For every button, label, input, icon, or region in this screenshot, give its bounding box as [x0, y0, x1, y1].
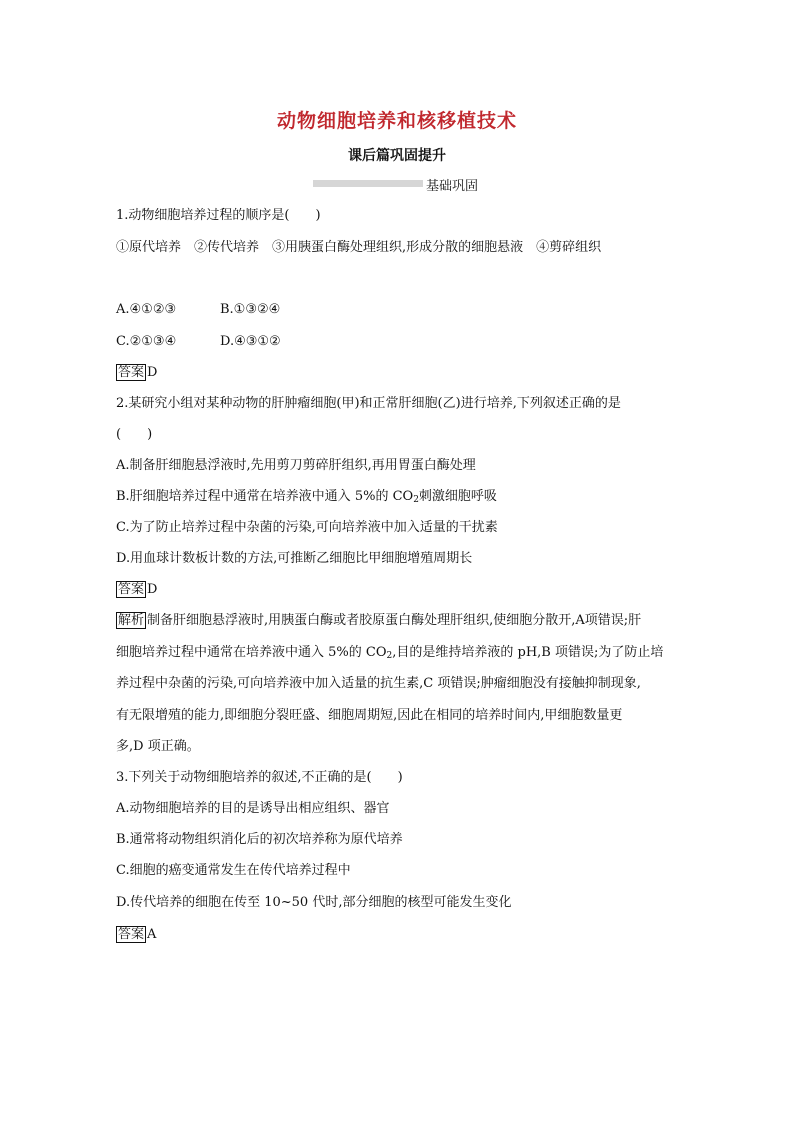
q2-answer-value: D	[147, 582, 158, 597]
analysis-label: 解析	[118, 613, 145, 628]
section-bar	[313, 180, 423, 187]
q3-option-d: D.传代培养的细胞在传至 10~50 代时,部分细胞的核型可能发生变化	[116, 895, 512, 910]
q1-options-row2	[116, 332, 681, 352]
q2-analysis-text1: 制备肝细胞悬浮液时,用胰蛋白酶或者胶原蛋白酶处理肝组织,使细胞分散开,A项错误;肝	[147, 613, 642, 628]
q1-answer	[116, 363, 681, 383]
q3-option-a: A.动物细胞培养的目的是诱导出相应组织、器官	[116, 801, 390, 816]
q3-answer-value: A	[147, 927, 157, 942]
q2-analysis-line5: 多,D 项正确。	[116, 739, 200, 754]
q3-answer	[116, 925, 681, 945]
q2-option-c: C.为了防止培养过程中杂菌的污染,可向培养液中加入适量的干扰素	[116, 520, 498, 535]
answer-label: 答案	[118, 927, 145, 942]
q2-analysis-line2	[116, 643, 681, 666]
q1-option-a: A.④①②③	[116, 302, 177, 317]
answer-label: 答案	[118, 582, 145, 597]
q3-option-c: C.细胞的癌变通常发生在传代培养过程中	[116, 863, 351, 878]
section-label: 基础巩固	[426, 179, 479, 194]
q2-answer	[116, 580, 681, 600]
q2-option-d: D.用血球计数板计数的方法,可推断乙细胞比甲细胞增殖周期长	[116, 551, 473, 566]
q2-stem-line2: ( )	[116, 427, 153, 442]
q1-options-row1	[116, 300, 681, 320]
q1-option-b: B.①③②④	[220, 302, 281, 317]
page-subtitle: 课后篇巩固提升	[348, 148, 446, 164]
q1-items: ①原代培养 ②传代培养 ③用胰蛋白酶处理组织,形成分散的细胞悬液 ④剪碎组织	[116, 240, 602, 255]
answer-label: 答案	[118, 365, 145, 380]
page-title: 动物细胞培养和核移植技术	[276, 110, 517, 132]
q1-option-d: D.④③①②	[220, 334, 281, 349]
q2-option-a: A.制备肝细胞悬浮液时,先用剪刀剪碎肝组织,再用胃蛋白酶处理	[116, 458, 476, 473]
q1-stem: 1.动物细胞培养过程的顺序是( )	[116, 208, 321, 223]
q2-analysis-line4: 有无限增殖的能力,即细胞分裂旺盛、细胞周期短,因此在相同的培养时间内,甲细胞数量更	[116, 708, 623, 723]
q2-stem-line1: 2.某研究小组对某种动物的肝肿瘤细胞(甲)和正常肝细胞(乙)进行培养,下列叙述正确的是	[116, 396, 621, 411]
q2-option-b-post: 刺激细胞呼吸	[418, 489, 497, 504]
q2-option-b	[116, 487, 681, 510]
q2-analysis-line2-post: ,目的是维持培养液的 pH,B 项错误;为了防止培	[392, 645, 664, 660]
q2-analysis-line1	[116, 611, 681, 631]
q2-option-b-pre: B.肝细胞培养过程中通常在培养液中通入 5%的 CO	[116, 489, 414, 504]
q1-option-c: C.②①③④	[116, 334, 177, 349]
q2-option-b-sub: 2	[413, 495, 419, 505]
q2-analysis-line2-pre: 细胞培养过程中通常在培养液中通入 5%的 CO	[116, 645, 387, 660]
q2-analysis-line2-sub: 2	[386, 651, 393, 661]
q2-analysis-line3: 养过程中杂菌的污染,可向培养液中加入适量的抗生素,C 项错误;肿瘤细胞没有接触抑制现象,	[116, 676, 641, 691]
q3-option-b: B.通常将动物组织消化后的初次培养称为原代培养	[116, 832, 403, 847]
q3-stem: 3.下列关于动物细胞培养的叙述,不正确的是( )	[116, 770, 403, 785]
q1-answer-value: D	[147, 365, 158, 380]
